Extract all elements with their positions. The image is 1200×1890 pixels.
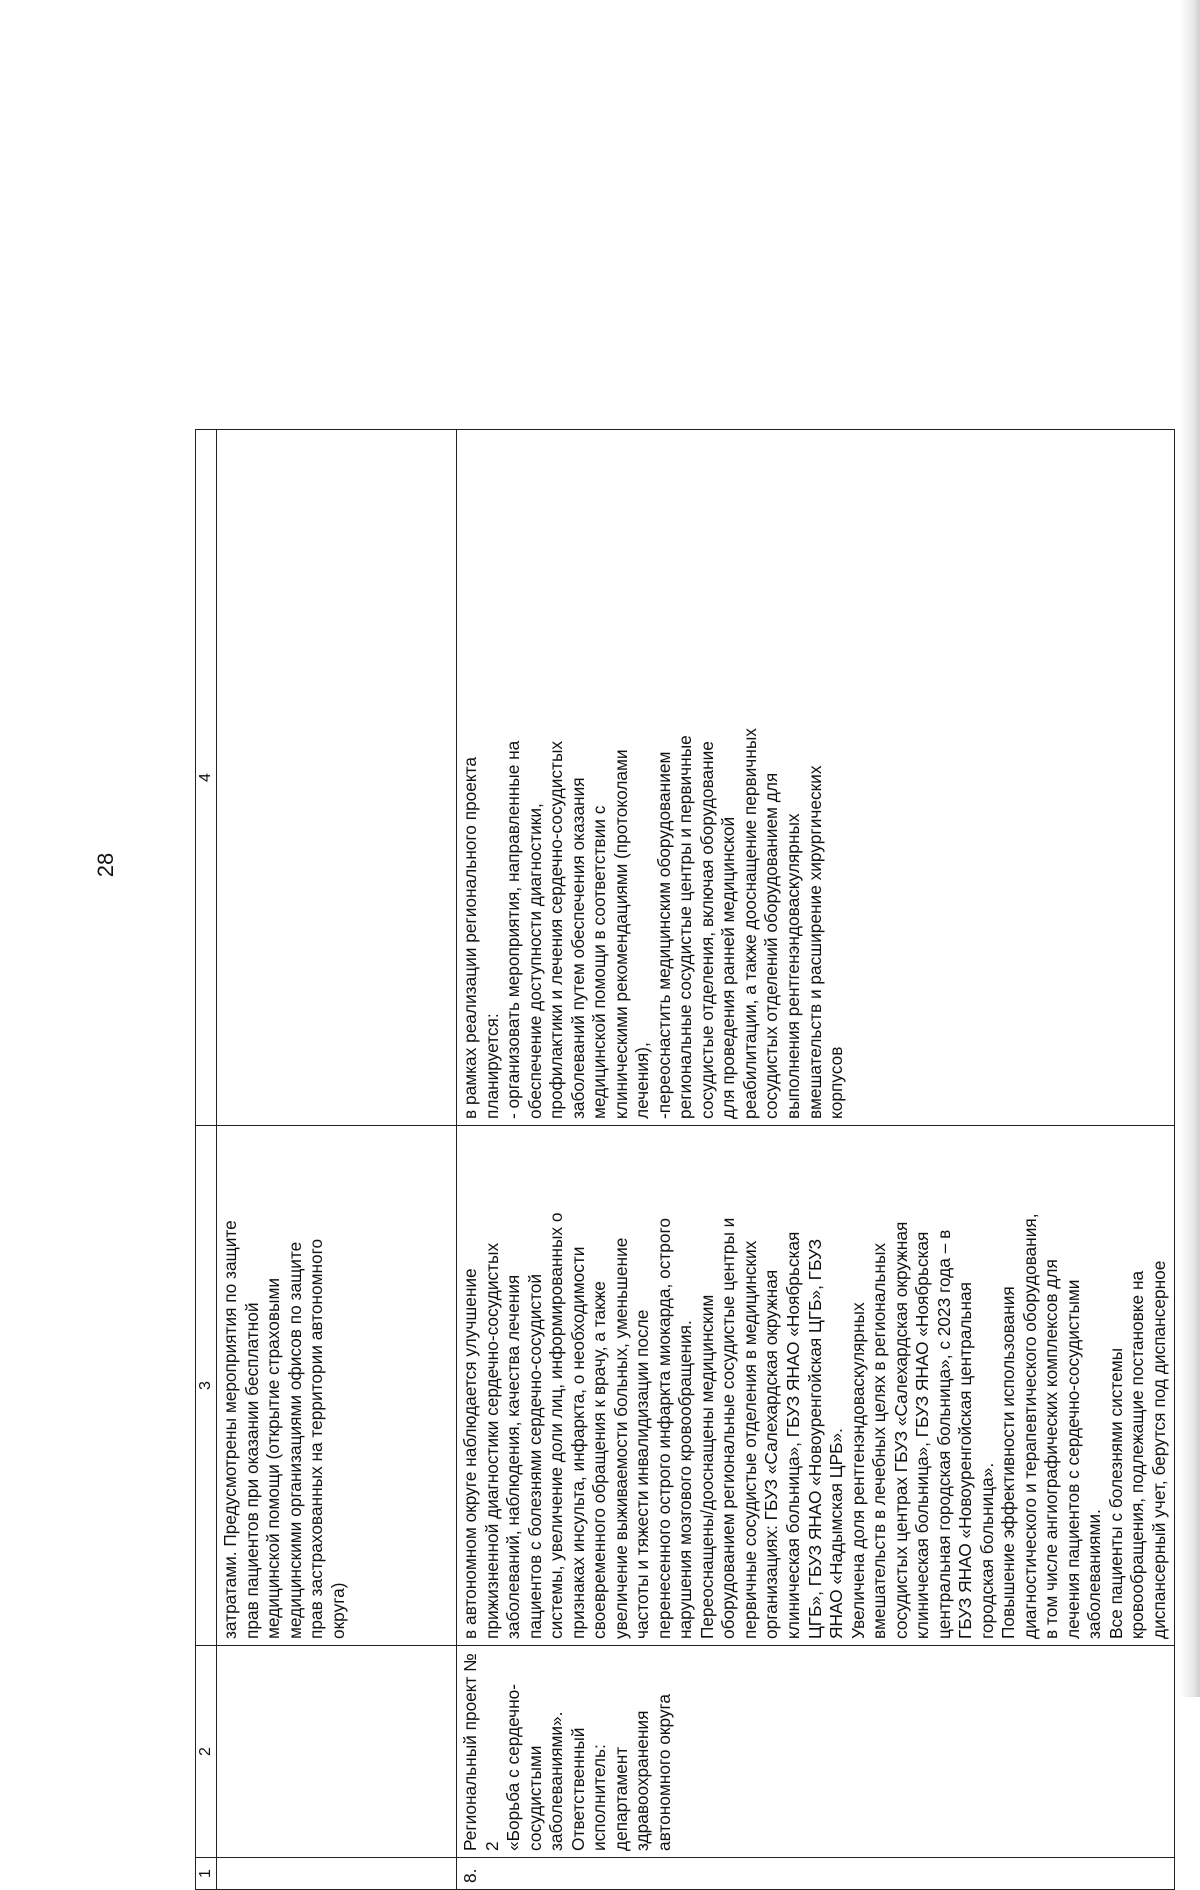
header-col-1: 1 <box>196 1858 217 1890</box>
header-col-4: 4 <box>196 430 217 1126</box>
results-cell: в автономном округе наблюдается улучшение прижизненной диагностики сердечно-сосудистых заболеваний, наблюдения, качества лечения пациентов с болезнями сердечно-сосудистой системы, увеличение доли лиц, информированных о признаках инсульта, инфаркта, о необходимости своевременного обращения к врачу, а также увеличение выживаемости больных, уменьшение частоты и тяжести инвалидизации после перенесенного острого инфаркта миокарда, острого нарушения мозгового кровообращения. Переоснащены/дооснащены медицинским оборудованием региональные сосудистые центры и первичные сосудистые отделения в медицинских организациях: ГБУЗ «Салехардская окружная клиническая больница», ГБУЗ ЯНАО «Ноябрьская ЦГБ», ГБУЗ ЯНАО «Новоуренгойская ЦГБ», ГБУЗ ЯНАО «Надымская ЦРБ». Увеличена доля рентгенэндоваскулярных вмешательств в лечебных целях в региональных сосудистых центрах ГБУЗ «Салехардская окружная клиническая больница», ГБУЗ ЯНАО «Ноябрьская центральная городская больница», с 2023 года – в ГБУЗ ЯНАО «Новоуренгойская центральная городская больница». Повышение эффективности использования диагностического и терапевтического оборудования, в том числе ангиографических комплексов для лечения пациентов с сердечно-сосудистыми заболеваниями. Все пациенты с болезнями системы кровообращения, подлежащие постановке на диспансерный учет, берутся под диспансерное <box>457 1126 1175 1646</box>
project-cell <box>217 1646 457 1858</box>
row-number-cell <box>217 1858 457 1890</box>
header-col-3: 3 <box>196 1126 217 1646</box>
document-table <box>195 429 1175 1890</box>
table-header-row <box>196 430 217 1890</box>
rotated-table-wrapper <box>195 430 1169 1890</box>
plans-cell <box>217 430 457 1126</box>
page-number: 28 <box>93 852 118 878</box>
header-col-2: 2 <box>196 1646 217 1858</box>
table-row <box>457 430 1175 1890</box>
table-row <box>217 430 457 1890</box>
scan-page-edge-shadow <box>1180 0 1200 1697</box>
plans-cell: в рамках реализации регионального проекта планируется: - организовать мероприятия, направленные на обеспечение доступности диагностики, профилактики и лечения сердечно-сосудистых заболеваний путем обеспечения оказания медицинской помощи в соответствии с клиническими рекомендациями (протоколами лечения), -переоснастить медицинским оборудованием региональные сосудистые центры и первичные сосудистые отделения, включая оборудование для проведения ранней медицинской реабилитации, а также дооснащение первичных сосудистых отделений оборудованием для выполнения рентгенэндоваскулярных вмешательств и расширение хирургических корпусов <box>457 430 1175 1126</box>
row-number-cell: 8. <box>457 1858 1175 1890</box>
results-cell: затратами. Предусмотрены мероприятия по защите прав пациентов при оказании бесплатной медицинской помощи (открытие страховыми медицинскими организациями офисов по защите прав застрахованных на территории автономного округа) <box>217 1126 457 1646</box>
project-cell: Региональный проект № 2 «Борьба с сердечно- сосудистыми заболеваниями». Ответственный исполнитель: департамент здравоохранения автономного округа <box>457 1646 1175 1858</box>
